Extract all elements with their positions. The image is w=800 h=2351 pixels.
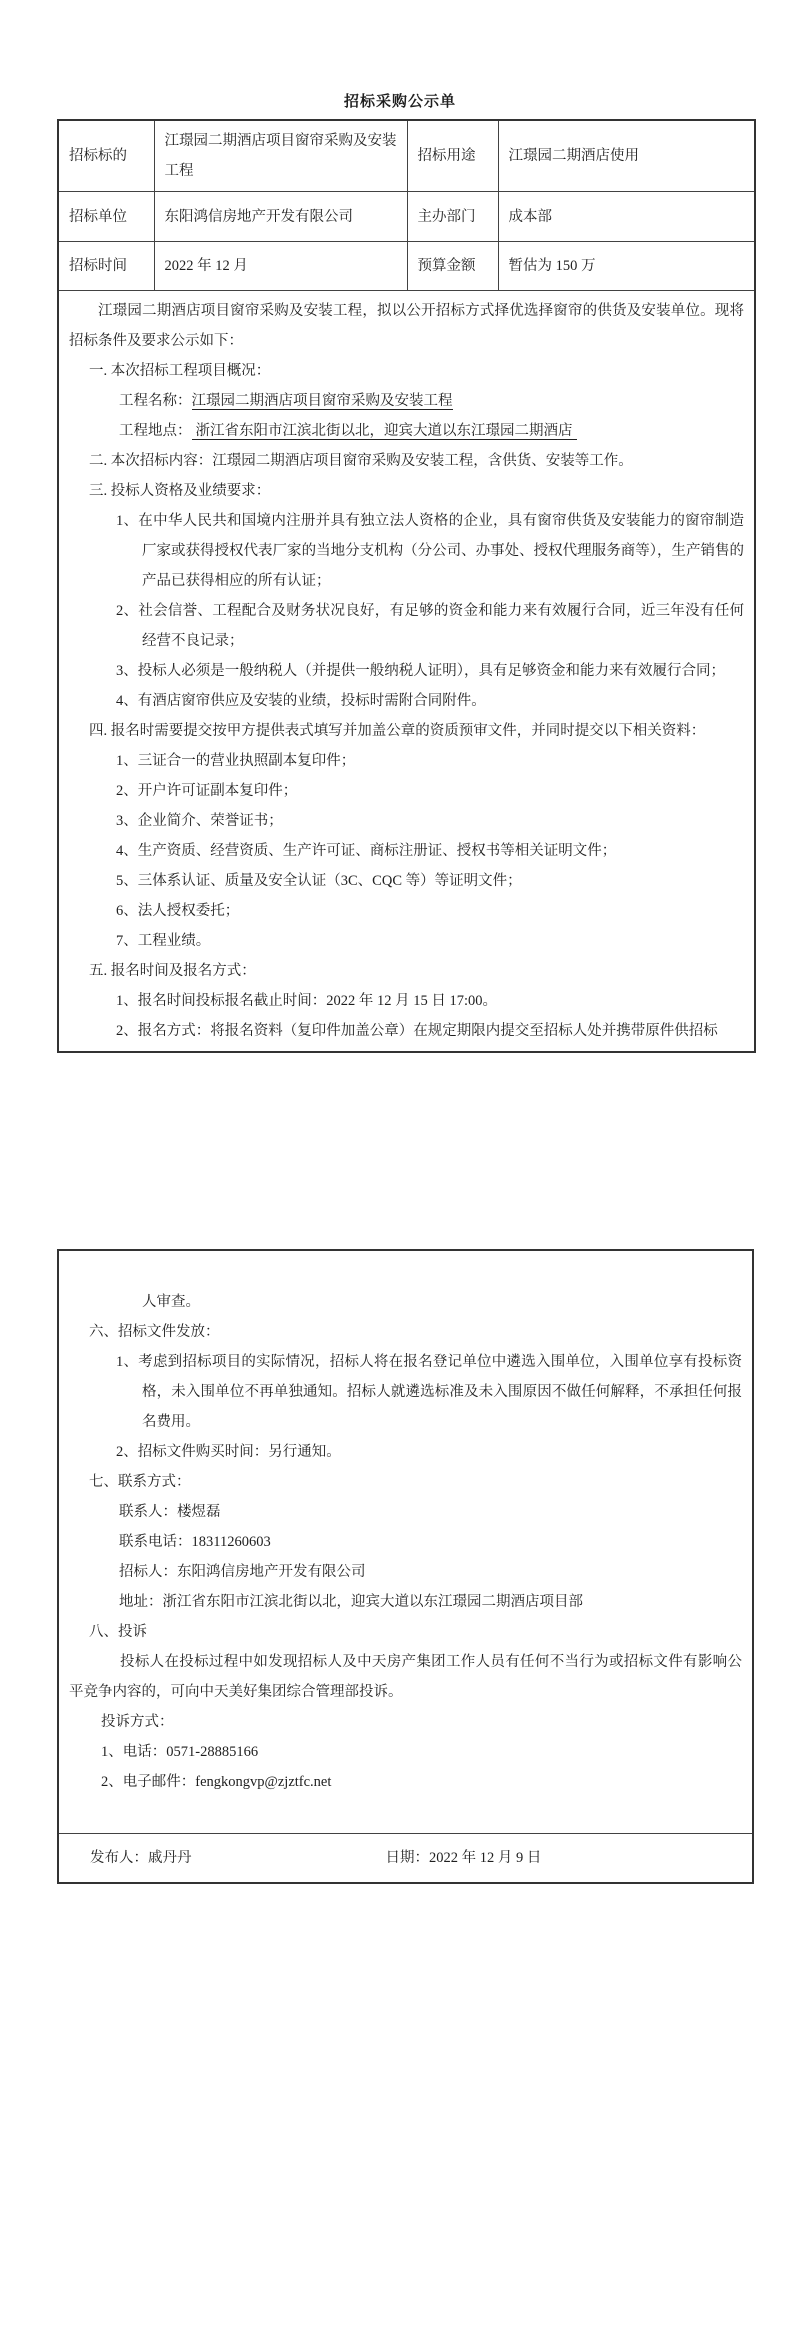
intro-paragraph: 江璟园二期酒店项目窗帘采购及安装工程，拟以公开招标方式择优选择窗帘的供货及安装单位。现将招标条件及要求公示如下： — [69, 303, 744, 349]
project-site-line — [69, 416, 744, 446]
complaint-method-heading: 投诉方式： — [101, 1714, 174, 1730]
document-item-1: 1、三证合一的营业执照副本复印件； — [116, 753, 356, 769]
contact-person-line: 联系人：楼煜磊 — [119, 1504, 221, 1520]
table-row — [58, 291, 755, 1053]
project-name-value: 江璟园二期酒店项目窗帘采购及安装工程 — [191, 393, 453, 409]
section-5-heading: 五. 报名时间及报名方式： — [89, 963, 256, 979]
notice-body-page1 — [58, 291, 755, 1053]
table-row — [58, 1250, 753, 1834]
bid-subject-label: 招标标的 — [58, 120, 154, 192]
publisher-label: 发布人：戚丹丹 — [90, 1850, 192, 1866]
section-7-heading: 七、联系方式： — [89, 1474, 191, 1490]
issuance-item-1: 1、考虑到招标项目的实际情况，招标人将在报名登记单位中遴选入围单位，入围单位享有投标资格，未入围单位不再单独通知。招标人就遴选标准及未入围原因不做任何解释，不承担任何报名费用。 — [116, 1354, 742, 1430]
qualification-item-3: 3、投标人必须是一般纳税人（并提供一般纳税人证明），具有足够资金和能力来有效履行合同； — [116, 663, 725, 679]
project-name-label: 工程名称： — [119, 393, 192, 409]
document-item-2: 2、开户许可证副本复印件； — [116, 783, 298, 799]
bid-unit-label: 招标单位 — [58, 192, 154, 242]
section-6-heading: 六、招标文件发放： — [89, 1324, 220, 1340]
qualification-item-1: 1、在中华人民共和国境内注册并具有独立法人资格的企业，具有窗帘供货及安装能力的窗帘制造厂家或获得授权代表厂家的当地分支机构（分公司、办事处、授权代理服务商等），生产销售的产品已获得相应的所有认证； — [116, 513, 744, 589]
complaint-paragraph: 投标人在投标过程中如发现招标人及中天房产集团工作人员有任何不当行为或招标文件有影响公平竞争内容的，可向中天美好集团综合管理部投诉。 — [69, 1654, 742, 1700]
contact-phone-line: 联系电话：18311260603 — [119, 1534, 271, 1550]
document-item-4: 4、生产资质、经营资质、生产许可证、商标注册证、授权书等相关证明文件； — [116, 843, 617, 859]
project-site-label: 工程地点： — [119, 423, 192, 439]
document-item-6: 6、法人授权委托； — [116, 903, 240, 919]
table-row — [58, 120, 755, 192]
page-title: 招标采购公示单 — [343, 94, 456, 110]
notice-table-page1 — [57, 119, 756, 1053]
table-row — [58, 1834, 753, 1884]
table-row — [58, 192, 755, 242]
signup-item-1: 1、报名时间投标报名截止时间：2022 年 12 月 15 日 17:00。 — [116, 993, 498, 1009]
bid-purpose-value: 江璟园二期酒店使用 — [498, 120, 755, 192]
document-item-5: 5、三体系认证、质量及安全认证（3C、CQC 等）等证明文件； — [116, 873, 522, 889]
host-dept-value: 成本部 — [498, 192, 755, 242]
publish-date: 日期：2022 年 12 月 9 日 — [385, 1850, 542, 1866]
project-name-line — [69, 386, 744, 416]
complaint-email-line: 2、电子邮件：fengkongvp@zjztfc.net — [101, 1774, 332, 1790]
carryover-line: 人审查。 — [142, 1294, 200, 1310]
section-3-heading: 三. 投标人资格及业绩要求： — [89, 483, 271, 499]
host-dept-label: 主办部门 — [407, 192, 498, 242]
qualification-item-2: 2、社会信誉、工程配合及财务状况良好，有足够的资金和能力来有效履行合同，近三年没有任何经营不良记录； — [116, 603, 744, 649]
bid-unit-value: 东阳鸿信房地产开发有限公司 — [154, 192, 407, 242]
bid-time-label: 招标时间 — [58, 242, 154, 291]
section-8-heading: 八、投诉 — [89, 1624, 147, 1640]
notice-document — [0, 90, 800, 2351]
footer-row — [58, 1834, 753, 1884]
bid-subject-value: 江璟园二期酒店项目窗帘采购及安装工程 — [154, 120, 407, 192]
notice-table-page2 — [57, 1249, 754, 1884]
document-item-7: 7、工程业绩。 — [116, 933, 211, 949]
issuance-item-2: 2、招标文件购买时间：另行通知。 — [116, 1444, 341, 1460]
section-4-heading: 四. 报名时需要提交按甲方提供表式填写并加盖公章的资质预审文件，并同时提交以下相关资料： — [89, 723, 706, 739]
bid-time-value: 2022 年 12 月 — [154, 242, 407, 291]
section-2-heading: 二. 本次招标内容：江璟园二期酒店项目窗帘采购及安装工程，含供货、安装等工作。 — [89, 453, 633, 469]
qualification-item-4: 4、有酒店窗帘供应及安装的业绩，投标时需附合同附件。 — [116, 693, 486, 709]
complaint-phone-line: 1、电话：0571-28885166 — [101, 1744, 259, 1760]
address-line: 地址：浙江省东阳市江滨北街以北，迎宾大道以东江璟园二期酒店项目部 — [119, 1594, 583, 1610]
section-1-heading: 一. 本次招标工程项目概况： — [89, 363, 271, 379]
table-row — [58, 242, 755, 291]
document-item-3: 3、企业简介、荣誉证书； — [116, 813, 283, 829]
budget-value: 暂估为 150 万 — [498, 242, 755, 291]
notice-body-page2 — [58, 1250, 753, 1834]
project-site-value: 浙江省东阳市江滨北街以北，迎宾大道以东江璟园二期酒店 — [192, 423, 577, 440]
bid-purpose-label: 招标用途 — [407, 120, 498, 192]
signup-item-2: 2、报名方式：将报名资料（复印件加盖公章）在规定期限内提交至招标人处并携带原件供招标 — [116, 1023, 718, 1039]
budget-label: 预算金额 — [407, 242, 498, 291]
tenderer-line: 招标人：东阳鸿信房地产开发有限公司 — [119, 1564, 366, 1580]
